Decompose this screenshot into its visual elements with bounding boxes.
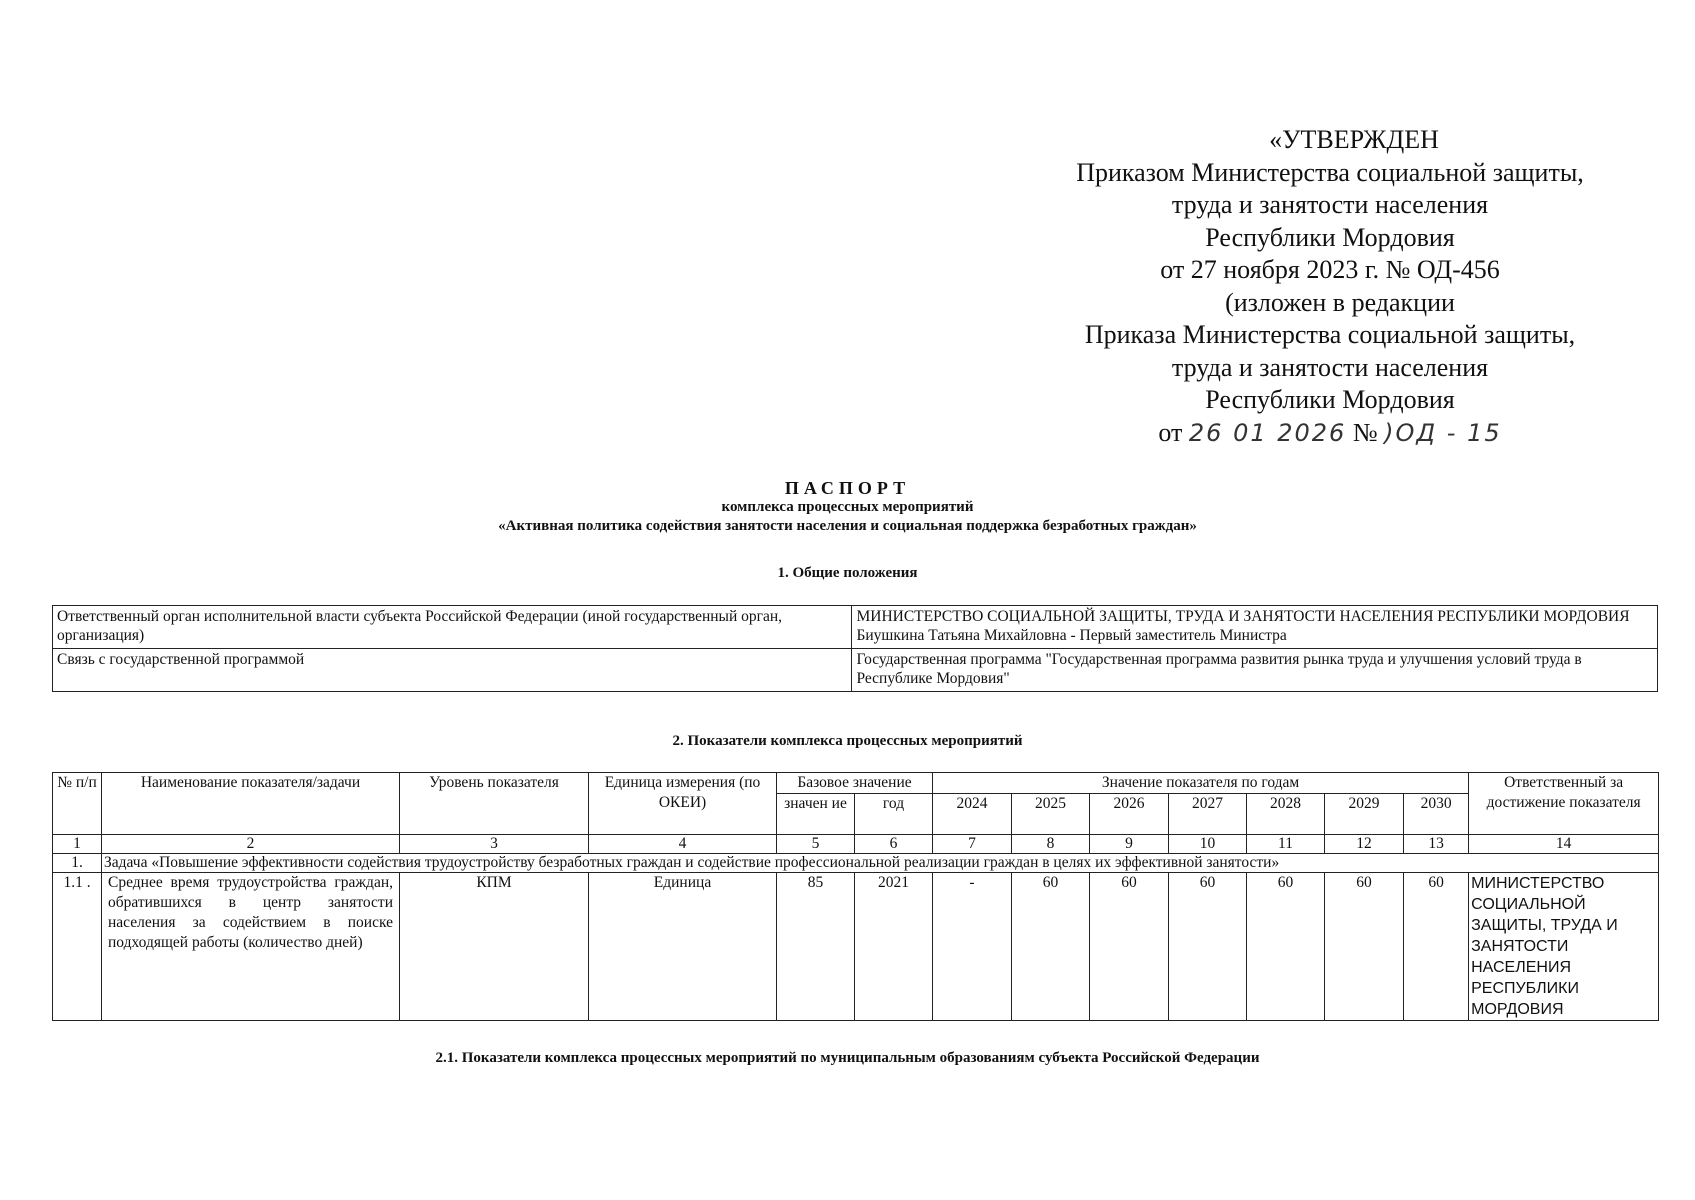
program-link-value: Государственная программа "Государственная программа развития рынка труда и улучшения условий труда в Республике Мордовия" — [852, 649, 1658, 692]
column-number: 11 — [1247, 835, 1325, 854]
indicator-value-2024: - — [933, 873, 1012, 1021]
indicator-base-value: 85 — [777, 873, 855, 1021]
passport-title: ПАСПОРТ — [784, 478, 911, 498]
passport-subtitle: комплекса процессных мероприятий — [721, 499, 974, 515]
section-heading-indicators: 2. Показатели комплекса процессных мероприятий — [672, 733, 1023, 749]
signature-prefix: от — [1158, 417, 1183, 447]
approval-line: (изложен в редакции — [1225, 287, 1455, 317]
column-number: 7 — [933, 835, 1012, 854]
column-number: 2 — [102, 835, 400, 854]
complex-name: «Активная политика содействия занятости населения и социальная поддержка безработных граждан» — [498, 518, 1197, 534]
col-header-unit: Единица измерения (по ОКЕИ) — [589, 773, 777, 835]
table-row — [53, 649, 1658, 692]
signature-number-sign: № — [1352, 417, 1378, 447]
indicator-base-year: 2021 — [855, 873, 933, 1021]
approval-line: труда и занятости населения — [1171, 190, 1489, 219]
section-heading-municipal: 2.1. Показатели комплекса процессных мероприятий по муниципальным образованиям субъекта Российской Федерации — [435, 1050, 1260, 1066]
approval-line: Приказа Министерства социальной защиты, — [1084, 320, 1576, 349]
header-row — [53, 773, 1659, 794]
indicators-table — [52, 772, 1659, 1021]
general-provisions-table — [52, 605, 1658, 692]
indicator-value-2029: 60 — [1325, 873, 1404, 1021]
column-number: 3 — [400, 835, 589, 854]
col-header-name: Наименование показателя/задачи — [102, 773, 400, 835]
col-header-year: 2026 — [1090, 794, 1169, 835]
col-header-year: 2025 — [1012, 794, 1090, 835]
indicator-responsible: МИНИСТЕРСТВО СОЦИАЛЬНОЙ ЗАЩИТЫ, ТРУДА И ЗАНЯТОСТИ НАСЕЛЕНИЯ РЕСПУБЛИКИ МОРДОВИЯ — [1469, 873, 1659, 1021]
responsible-org: МИНИСТЕРСТВО СОЦИАЛЬНОЙ ЗАЩИТЫ, ТРУДА И ЗАНЯТОСТИ НАСЕЛЕНИЯ РЕСПУБЛИКИ МОРДОВИЯ — [856, 608, 1630, 625]
approval-signature-line — [1010, 417, 1650, 450]
col-header-base-value: значен ие — [777, 794, 855, 835]
column-number: 8 — [1012, 835, 1090, 854]
section-heading-general: 1. Общие положения — [777, 565, 918, 581]
task-text: Задача «Повышение эффективности содействия трудоустройству безработных граждан и содействие профессиональной реализации граждан в целях их эффективной занятости» — [102, 854, 1659, 873]
indicator-value-2027: 60 — [1169, 873, 1247, 1021]
col-header-level: Уровень показателя — [400, 773, 589, 835]
column-number-row — [53, 835, 1659, 854]
col-header-base: Базовое значение — [777, 773, 933, 794]
responsible-body-label: Ответственный орган исполнительной власти субъекта Российской Федерации (иной государственный орган, организация) — [53, 606, 852, 649]
col-header-year: 2027 — [1169, 794, 1247, 835]
approval-line: «УТВЕРЖДЕН — [1269, 125, 1439, 154]
handwritten-date: 26 01 2026 — [1188, 418, 1347, 447]
col-header-year: 2028 — [1247, 794, 1325, 835]
column-number: 10 — [1169, 835, 1247, 854]
indicator-value-2030: 60 — [1404, 873, 1469, 1021]
table-row — [53, 873, 1659, 1021]
column-number: 12 — [1325, 835, 1404, 854]
document-title — [0, 478, 1695, 536]
col-header-year: 2030 — [1404, 794, 1469, 835]
program-link-label: Связь с государственной программой — [53, 649, 852, 692]
column-number: 1 — [53, 835, 102, 854]
approval-line: Приказом Министерства социальной защиты, — [1076, 157, 1584, 187]
approval-line: от 27 ноября 2023 г. № ОД-456 — [1160, 255, 1500, 284]
column-number: 14 — [1469, 835, 1659, 854]
indicator-value-2025: 60 — [1012, 873, 1090, 1021]
row-num: 1.1 . — [53, 873, 102, 1021]
col-header-responsible: Ответственный за достижение показателя — [1469, 773, 1659, 835]
indicator-name: Среднее время трудоустройства граждан, обратившихся в центр занятости населения за содействием в поиске подходящей работы (количество дней) — [102, 873, 400, 1021]
col-header-base-year: год — [855, 794, 933, 835]
table-row — [53, 606, 1658, 649]
approval-stamp — [1010, 124, 1650, 449]
column-number: 5 — [777, 835, 855, 854]
col-header-by-years: Значение показателя по годам — [933, 773, 1469, 794]
approval-line: Республики Мордовия — [1205, 222, 1455, 252]
responsible-body-value — [852, 606, 1658, 649]
indicator-level: КПМ — [400, 873, 589, 1021]
column-number: 13 — [1404, 835, 1469, 854]
column-number: 4 — [589, 835, 777, 854]
approval-line: труда и занятости населения — [1171, 352, 1489, 382]
task-row — [53, 854, 1659, 873]
approval-line: Республики Мордовия — [1205, 385, 1455, 414]
col-header-num: № п/п — [53, 773, 102, 835]
col-header-year: 2024 — [933, 794, 1012, 835]
responsible-person: Биушкина Татьяна Михайловна - Первый заместитель Министра — [856, 627, 1287, 644]
handwritten-number: )ОД - 15 — [1384, 418, 1502, 447]
column-number: 9 — [1090, 835, 1169, 854]
task-num: 1. — [53, 854, 102, 873]
indicator-unit: Единица — [589, 873, 777, 1021]
indicator-value-2026: 60 — [1090, 873, 1169, 1021]
col-header-year: 2029 — [1325, 794, 1404, 835]
column-number: 6 — [855, 835, 933, 854]
indicator-value-2028: 60 — [1247, 873, 1325, 1021]
